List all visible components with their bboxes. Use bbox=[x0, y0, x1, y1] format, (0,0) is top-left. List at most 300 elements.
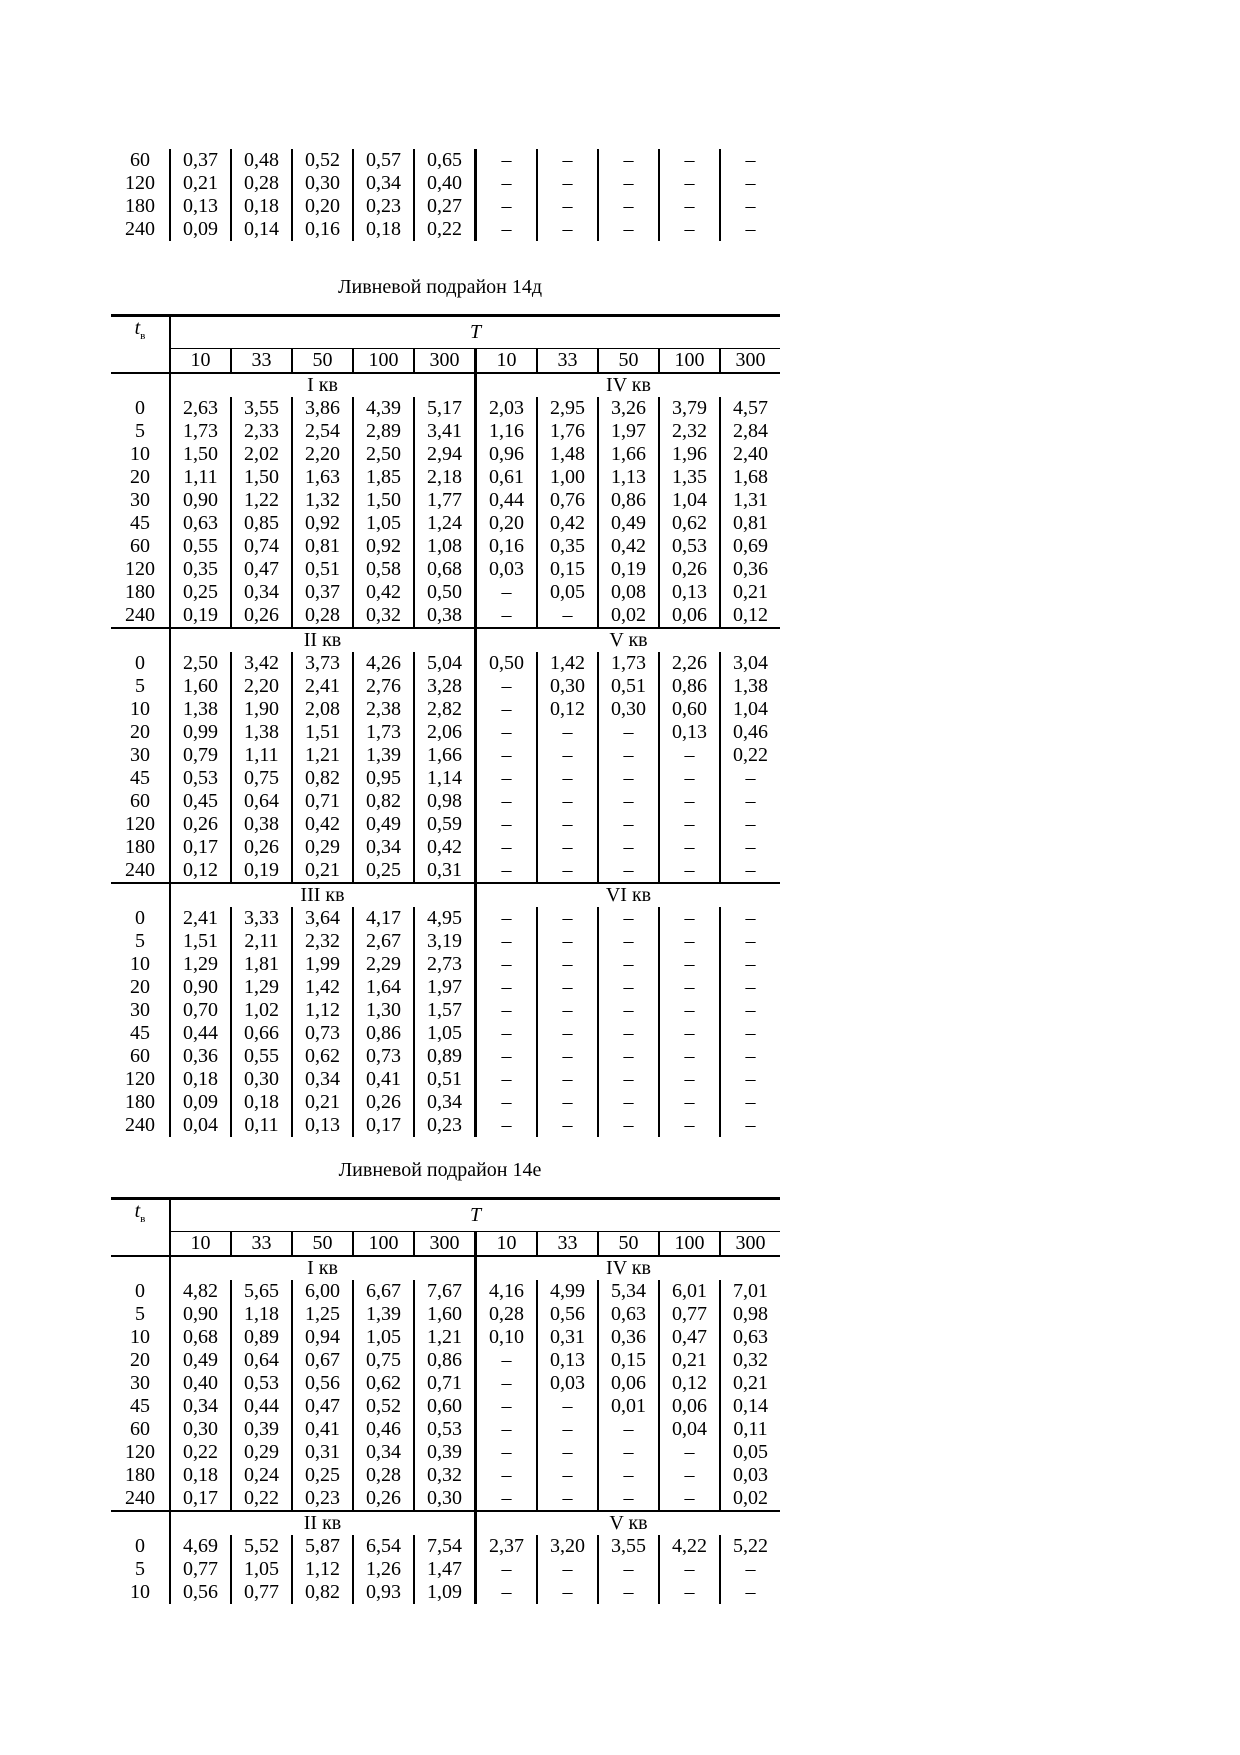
table-cell: – bbox=[537, 999, 598, 1022]
table-row bbox=[111, 195, 780, 218]
table-cell: 0,30 bbox=[292, 172, 353, 195]
table-cell: 1,48 bbox=[537, 443, 598, 466]
quarter-label-right: V кв bbox=[476, 628, 781, 652]
header-row bbox=[111, 316, 780, 349]
table-cell: 0,60 bbox=[659, 698, 720, 721]
table-cell: 0,01 bbox=[598, 1395, 659, 1418]
table-row bbox=[111, 1464, 780, 1487]
table-cell: – bbox=[598, 836, 659, 859]
table-cell: 1,08 bbox=[414, 535, 476, 558]
empty-cell bbox=[111, 883, 170, 907]
table-cell: 0,49 bbox=[170, 1349, 231, 1372]
table-row bbox=[111, 1114, 780, 1137]
table-cell: 0,86 bbox=[353, 1022, 414, 1045]
table-cell: 1,12 bbox=[292, 999, 353, 1022]
table-row bbox=[111, 652, 780, 675]
table-cell: 0,73 bbox=[292, 1022, 353, 1045]
table-cell: 2,94 bbox=[414, 443, 476, 466]
table-cell: – bbox=[476, 1068, 538, 1091]
table-cell: 0,24 bbox=[231, 1464, 292, 1487]
table-cell: 2,95 bbox=[537, 397, 598, 420]
table-cell: 0,42 bbox=[598, 535, 659, 558]
table-cell: 0,57 bbox=[353, 149, 414, 172]
table-cell: 0,47 bbox=[292, 1395, 353, 1418]
table-cell: 1,02 bbox=[231, 999, 292, 1022]
empty-cell bbox=[111, 1231, 170, 1256]
table-cell: 0,89 bbox=[231, 1326, 292, 1349]
table-cell: 0,13 bbox=[537, 1349, 598, 1372]
table-cell: 1,77 bbox=[414, 489, 476, 512]
table-cell: 0,42 bbox=[537, 512, 598, 535]
table-cell: 1,18 bbox=[231, 1303, 292, 1326]
table-cell: – bbox=[537, 767, 598, 790]
table-row bbox=[111, 558, 780, 581]
table-cell: 0,68 bbox=[170, 1326, 231, 1349]
table-cell: 0,51 bbox=[414, 1068, 476, 1091]
table-cell: 0,82 bbox=[292, 1581, 353, 1604]
table-cell: 1,76 bbox=[537, 420, 598, 443]
table-cell: 2,02 bbox=[231, 443, 292, 466]
table-cell: 0,34 bbox=[231, 581, 292, 604]
table-cell: – bbox=[720, 790, 780, 813]
table-cell: 0,34 bbox=[353, 1441, 414, 1464]
table-cell: 1,05 bbox=[414, 1022, 476, 1045]
table-cell: – bbox=[598, 1068, 659, 1091]
table-cell: 2,76 bbox=[353, 675, 414, 698]
table-cell: – bbox=[720, 1091, 780, 1114]
duration-cell: 5 bbox=[135, 929, 145, 952]
duration-cell: 30 bbox=[130, 743, 150, 766]
table-cell: 0,11 bbox=[231, 1114, 292, 1137]
table-cell: 0,42 bbox=[414, 836, 476, 859]
table-cell: – bbox=[476, 172, 538, 195]
table-cell: 0,34 bbox=[170, 1395, 231, 1418]
table-cell: – bbox=[659, 1114, 720, 1137]
table-cell: – bbox=[537, 172, 598, 195]
table-row bbox=[111, 1535, 780, 1558]
table-cell: 0,03 bbox=[476, 558, 538, 581]
table-row bbox=[111, 397, 780, 420]
table-cell: 6,67 bbox=[353, 1280, 414, 1303]
table-cell: 0,06 bbox=[659, 604, 720, 628]
table-cell: 0,92 bbox=[292, 512, 353, 535]
table-cell: – bbox=[659, 195, 720, 218]
table-cell: 4,16 bbox=[476, 1280, 538, 1303]
table-row bbox=[111, 953, 780, 976]
duration-header bbox=[111, 316, 170, 349]
table-cell: – bbox=[537, 836, 598, 859]
table-cell: 0,23 bbox=[292, 1487, 353, 1511]
table-cell: 0,26 bbox=[170, 813, 231, 836]
duration-cell: 30 bbox=[130, 998, 150, 1021]
table-cell: 2,20 bbox=[231, 675, 292, 698]
table-cell: – bbox=[598, 1045, 659, 1068]
table-cell: 0,53 bbox=[170, 767, 231, 790]
duration-symbol: t bbox=[134, 1200, 141, 1222]
table-cell: 0,61 bbox=[476, 466, 538, 489]
table-cell: – bbox=[720, 218, 780, 241]
table-cell: 0,53 bbox=[659, 535, 720, 558]
table-cell: – bbox=[537, 218, 598, 241]
table-cell: 0,67 bbox=[292, 1349, 353, 1372]
table-cell: 0,64 bbox=[231, 1349, 292, 1372]
table-cell: 0,19 bbox=[170, 604, 231, 628]
table-cell: 0,36 bbox=[170, 1045, 231, 1068]
table-cell: – bbox=[598, 790, 659, 813]
table-cell: – bbox=[659, 767, 720, 790]
return-period-header: T bbox=[170, 316, 780, 349]
table-cell: 3,26 bbox=[598, 397, 659, 420]
table-cell: – bbox=[598, 172, 659, 195]
table-cell: 0,62 bbox=[292, 1045, 353, 1068]
table-cell: 0,71 bbox=[292, 790, 353, 813]
duration-cell: 20 bbox=[130, 465, 150, 488]
table-cell: – bbox=[598, 744, 659, 767]
table-cell: – bbox=[537, 1487, 598, 1511]
table-cell: 0,48 bbox=[231, 149, 292, 172]
table-cell: – bbox=[659, 172, 720, 195]
period-cell: 10 bbox=[170, 348, 231, 373]
table-cell: 1,26 bbox=[353, 1558, 414, 1581]
table-cell: – bbox=[659, 218, 720, 241]
duration-cell: 20 bbox=[130, 720, 150, 743]
table-cell: – bbox=[476, 790, 538, 813]
table-cell: 0,29 bbox=[231, 1441, 292, 1464]
table-cell: – bbox=[598, 1022, 659, 1045]
table-cell: 1,22 bbox=[231, 489, 292, 512]
table-cell: 0,02 bbox=[720, 1487, 780, 1511]
table-cell: – bbox=[720, 813, 780, 836]
table-cell: 0,86 bbox=[598, 489, 659, 512]
return-period-header: T bbox=[170, 1199, 780, 1232]
table-cell: 0,32 bbox=[720, 1349, 780, 1372]
duration-cell: 180 bbox=[125, 1463, 155, 1486]
table-cell: 0,58 bbox=[353, 558, 414, 581]
table-cell: – bbox=[659, 1045, 720, 1068]
duration-symbol: t bbox=[134, 317, 141, 339]
table-row bbox=[111, 1326, 780, 1349]
table-cell: – bbox=[537, 1464, 598, 1487]
table-cell: 1,47 bbox=[414, 1558, 476, 1581]
table-cell: 0,21 bbox=[292, 1091, 353, 1114]
table-cell: – bbox=[598, 218, 659, 241]
duration-cell: 60 bbox=[130, 1044, 150, 1067]
table-cell: 0,17 bbox=[353, 1114, 414, 1137]
duration-cell: 30 bbox=[130, 1371, 150, 1394]
table-row bbox=[111, 604, 780, 628]
table-cell: 0,47 bbox=[659, 1326, 720, 1349]
rain-table-14d bbox=[111, 314, 780, 1137]
table-cell: 0,23 bbox=[353, 195, 414, 218]
table-cell: 1,64 bbox=[353, 976, 414, 999]
table-cell: – bbox=[476, 1581, 538, 1604]
table-cell: 0,60 bbox=[414, 1395, 476, 1418]
table-cell: 1,51 bbox=[170, 930, 231, 953]
table-cell: – bbox=[598, 1441, 659, 1464]
table-cell: – bbox=[659, 744, 720, 767]
table-cell: 0,15 bbox=[537, 558, 598, 581]
period-cell: 100 bbox=[659, 348, 720, 373]
duration-cell: 20 bbox=[130, 1348, 150, 1371]
duration-cell: 60 bbox=[130, 149, 150, 171]
table-cell: 0,56 bbox=[537, 1303, 598, 1326]
table-cell: – bbox=[720, 907, 780, 930]
table-cell: 0,04 bbox=[170, 1114, 231, 1137]
empty-cell bbox=[111, 628, 170, 652]
table-cell: 0,26 bbox=[231, 836, 292, 859]
table-cell: – bbox=[537, 953, 598, 976]
table-cell: – bbox=[476, 1418, 538, 1441]
table-cell: 0,26 bbox=[231, 604, 292, 628]
table-row bbox=[111, 1280, 780, 1303]
table-cell: 0,22 bbox=[231, 1487, 292, 1511]
table-cell: 4,95 bbox=[414, 907, 476, 930]
table-cell: 3,86 bbox=[292, 397, 353, 420]
table-cell: 4,39 bbox=[353, 397, 414, 420]
table-cell: 1,30 bbox=[353, 999, 414, 1022]
duration-cell: 60 bbox=[130, 534, 150, 557]
quarter-row bbox=[111, 1511, 780, 1535]
period-cell: 33 bbox=[537, 1231, 598, 1256]
duration-cell: 120 bbox=[125, 1067, 155, 1090]
table-cell: – bbox=[598, 767, 659, 790]
table-cell: 1,32 bbox=[292, 489, 353, 512]
table-cell: 0,55 bbox=[170, 535, 231, 558]
table-cell: – bbox=[537, 1091, 598, 1114]
table-cell: 0,46 bbox=[353, 1418, 414, 1441]
table-cell: 5,65 bbox=[231, 1280, 292, 1303]
table-cell: – bbox=[476, 953, 538, 976]
table-cell: – bbox=[720, 859, 780, 883]
table-cell: 1,38 bbox=[170, 698, 231, 721]
duration-cell: 10 bbox=[130, 952, 150, 975]
table-cell: – bbox=[476, 1091, 538, 1114]
table-cell: 0,23 bbox=[414, 1114, 476, 1137]
table-cell: 2,18 bbox=[414, 466, 476, 489]
table-cell: – bbox=[476, 218, 538, 241]
table-cell: 1,09 bbox=[414, 1581, 476, 1604]
table-cell: 1,85 bbox=[353, 466, 414, 489]
table-cell: – bbox=[476, 581, 538, 604]
table-cell: 0,18 bbox=[170, 1464, 231, 1487]
table-cell: – bbox=[537, 1418, 598, 1441]
table-cell: – bbox=[476, 1372, 538, 1395]
quarter-row bbox=[111, 628, 780, 652]
quarter-label-left: I кв bbox=[170, 373, 476, 397]
table-cell: 2,03 bbox=[476, 397, 538, 420]
table-cell: 6,54 bbox=[353, 1535, 414, 1558]
table-cell: 0,45 bbox=[170, 790, 231, 813]
table-cell: – bbox=[537, 149, 598, 172]
table-cell: – bbox=[537, 930, 598, 953]
duration-cell: 120 bbox=[125, 172, 155, 194]
table-cell: – bbox=[476, 930, 538, 953]
duration-cell: 45 bbox=[130, 766, 150, 789]
table-cell: 1,38 bbox=[720, 675, 780, 698]
period-cell: 300 bbox=[720, 348, 780, 373]
table-cell: 0,09 bbox=[170, 1091, 231, 1114]
duration-cell: 10 bbox=[130, 697, 150, 720]
table-cell: 1,73 bbox=[598, 652, 659, 675]
table-cell: 2,41 bbox=[170, 907, 231, 930]
table-cell: – bbox=[659, 859, 720, 883]
table-cell: 0,49 bbox=[598, 512, 659, 535]
table-cell: – bbox=[476, 675, 538, 698]
table-cell: 1,57 bbox=[414, 999, 476, 1022]
table-cell: 3,55 bbox=[231, 397, 292, 420]
table-row bbox=[111, 218, 780, 241]
table-cell: 1,24 bbox=[414, 512, 476, 535]
table-cell: – bbox=[598, 859, 659, 883]
table-cell: 0,66 bbox=[231, 1022, 292, 1045]
table-cell: – bbox=[537, 744, 598, 767]
duration-cell: 240 bbox=[125, 218, 155, 240]
table-row bbox=[111, 1349, 780, 1372]
table-cell: 0,94 bbox=[292, 1326, 353, 1349]
table-row bbox=[111, 1372, 780, 1395]
table-cell: 0,63 bbox=[170, 512, 231, 535]
table-row bbox=[111, 1091, 780, 1114]
table-cell: 0,77 bbox=[170, 1558, 231, 1581]
table-cell: – bbox=[476, 195, 538, 218]
table-cell: 0,41 bbox=[292, 1418, 353, 1441]
table-cell: 0,28 bbox=[292, 604, 353, 628]
table-cell: 1,50 bbox=[170, 443, 231, 466]
table-cell: – bbox=[659, 1464, 720, 1487]
table-cell: 0,62 bbox=[353, 1372, 414, 1395]
table-cell: 0,89 bbox=[414, 1045, 476, 1068]
table-cell: – bbox=[598, 1091, 659, 1114]
table-cell: – bbox=[659, 999, 720, 1022]
quarter-label-right: VI кв bbox=[476, 883, 781, 907]
duration-cell: 30 bbox=[130, 488, 150, 511]
table-cell: – bbox=[659, 1581, 720, 1604]
period-row bbox=[111, 1231, 780, 1256]
table-cell: – bbox=[476, 744, 538, 767]
table-cell: 0,98 bbox=[414, 790, 476, 813]
table-cell: – bbox=[720, 1068, 780, 1091]
table-cell: 0,86 bbox=[659, 675, 720, 698]
table-cell: 0,36 bbox=[720, 558, 780, 581]
table-cell: 0,85 bbox=[231, 512, 292, 535]
table-cell: 2,73 bbox=[414, 953, 476, 976]
table-cell: – bbox=[720, 172, 780, 195]
duration-header bbox=[111, 1199, 170, 1232]
table-cell: 1,38 bbox=[231, 721, 292, 744]
duration-cell: 180 bbox=[125, 1090, 155, 1113]
table-cell: 1,42 bbox=[292, 976, 353, 999]
table-cell: 2,54 bbox=[292, 420, 353, 443]
empty-cell bbox=[111, 373, 170, 397]
table-row bbox=[111, 443, 780, 466]
table-cell: – bbox=[537, 1581, 598, 1604]
table-row bbox=[111, 930, 780, 953]
table-cell: 0,08 bbox=[598, 581, 659, 604]
table-cell: – bbox=[476, 1045, 538, 1068]
period-cell: 50 bbox=[598, 348, 659, 373]
table-cell: 2,40 bbox=[720, 443, 780, 466]
table-cell: 0,05 bbox=[537, 581, 598, 604]
table-cell: 2,67 bbox=[353, 930, 414, 953]
duration-cell: 5 bbox=[135, 1557, 145, 1580]
table-cell: 0,30 bbox=[170, 1418, 231, 1441]
table-cell: 0,31 bbox=[292, 1441, 353, 1464]
table-cell: 0,25 bbox=[353, 859, 414, 883]
table-cell: 1,05 bbox=[353, 1326, 414, 1349]
table-cell: – bbox=[659, 1091, 720, 1114]
table-cell: 5,87 bbox=[292, 1535, 353, 1558]
table-cell: – bbox=[476, 1487, 538, 1511]
table-cell: 0,16 bbox=[476, 535, 538, 558]
table-cell: 0,41 bbox=[353, 1068, 414, 1091]
duration-cell: 10 bbox=[130, 442, 150, 465]
table-cell: 3,64 bbox=[292, 907, 353, 930]
period-cell: 10 bbox=[476, 1231, 538, 1256]
table-cell: – bbox=[598, 976, 659, 999]
table-cell: 3,42 bbox=[231, 652, 292, 675]
table-row bbox=[111, 1581, 780, 1604]
table-cell: 0,90 bbox=[170, 1303, 231, 1326]
quarter-label-left: III кв bbox=[170, 883, 476, 907]
table-cell: 0,35 bbox=[170, 558, 231, 581]
table-cell: – bbox=[476, 698, 538, 721]
table-cell: 0,39 bbox=[414, 1441, 476, 1464]
continuation-table bbox=[111, 149, 780, 241]
table-cell: 0,21 bbox=[170, 172, 231, 195]
table-cell: 1,00 bbox=[537, 466, 598, 489]
table-cell: 2,38 bbox=[353, 698, 414, 721]
table-cell: 4,22 bbox=[659, 1535, 720, 1558]
table-cell: – bbox=[476, 1022, 538, 1045]
table-cell: 2,82 bbox=[414, 698, 476, 721]
table-cell: 1,39 bbox=[353, 1303, 414, 1326]
table-cell: – bbox=[476, 1114, 538, 1137]
table-cell: – bbox=[598, 907, 659, 930]
table-cell: 0,15 bbox=[598, 1349, 659, 1372]
table-cell: 0,63 bbox=[720, 1326, 780, 1349]
table-row bbox=[111, 1022, 780, 1045]
table-cell: 0,70 bbox=[170, 999, 231, 1022]
table-cell: 3,04 bbox=[720, 652, 780, 675]
table-cell: 0,18 bbox=[231, 1091, 292, 1114]
table-cell: 1,35 bbox=[659, 466, 720, 489]
table-cell: 1,96 bbox=[659, 443, 720, 466]
table-cell: 0,51 bbox=[292, 558, 353, 581]
period-cell: 33 bbox=[231, 348, 292, 373]
table-row bbox=[111, 813, 780, 836]
table-cell: 0,90 bbox=[170, 976, 231, 999]
table-cell: – bbox=[598, 721, 659, 744]
table-row bbox=[111, 721, 780, 744]
table-row bbox=[111, 836, 780, 859]
table-cell: – bbox=[537, 1395, 598, 1418]
table-cell: 0,19 bbox=[231, 859, 292, 883]
table-cell: 0,38 bbox=[414, 604, 476, 628]
table-row bbox=[111, 907, 780, 930]
table-cell: 3,20 bbox=[537, 1535, 598, 1558]
table-cell: 0,50 bbox=[414, 581, 476, 604]
table-cell: 0,25 bbox=[170, 581, 231, 604]
table-cell: 0,64 bbox=[231, 790, 292, 813]
table-cell: – bbox=[659, 976, 720, 999]
table-cell: – bbox=[537, 813, 598, 836]
table-cell: – bbox=[598, 1581, 659, 1604]
table-cell: 1,16 bbox=[476, 420, 538, 443]
table-cell: 3,28 bbox=[414, 675, 476, 698]
table-row bbox=[111, 744, 780, 767]
table-cell: 2,32 bbox=[659, 420, 720, 443]
table-cell: 0,47 bbox=[231, 558, 292, 581]
